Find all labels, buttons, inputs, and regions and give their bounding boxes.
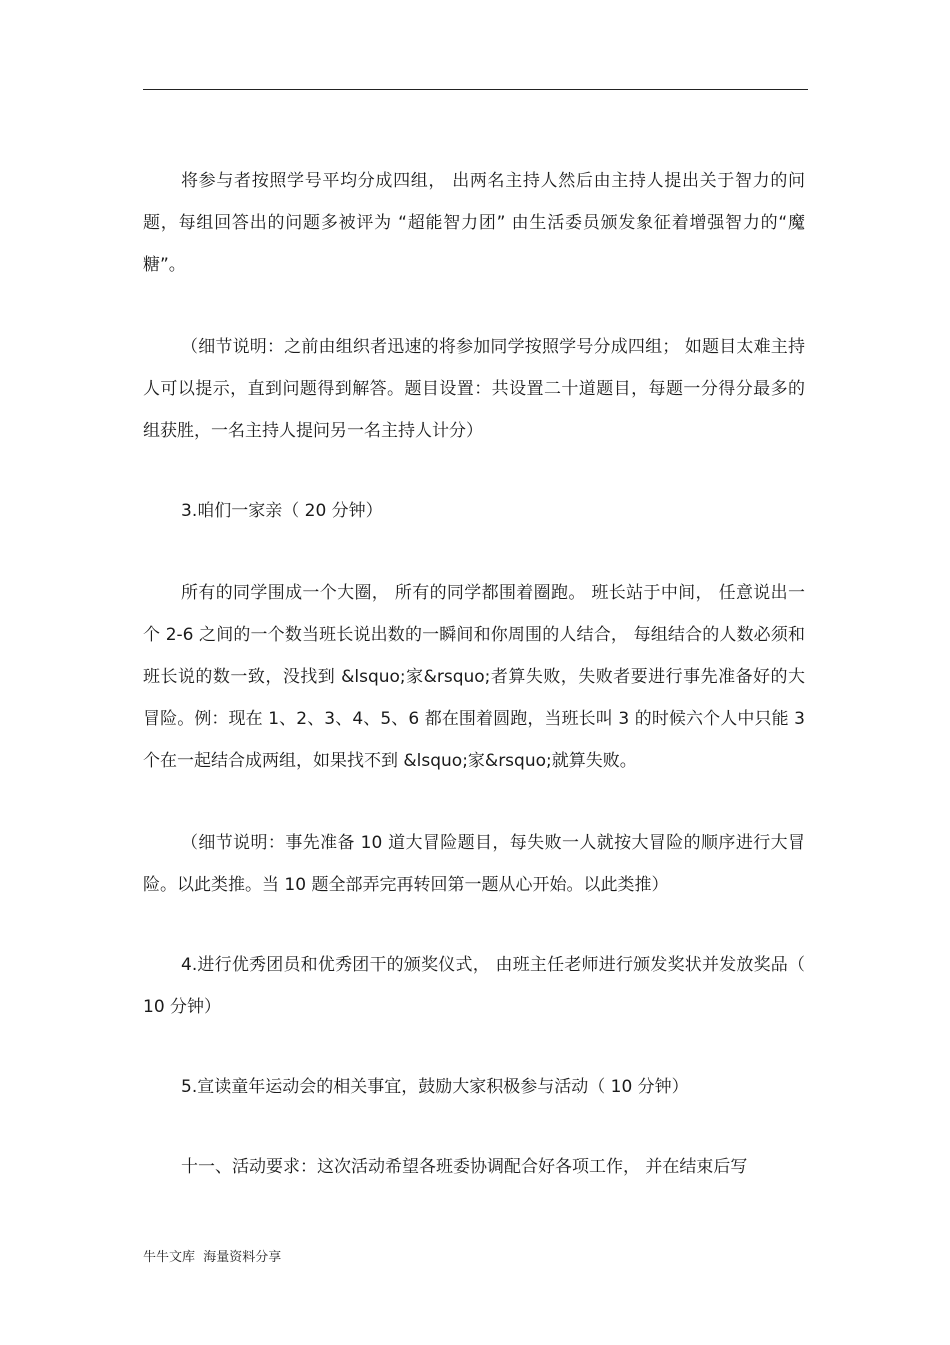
paragraph-quiz-note: （细节说明：之前由组织者迅速的将参加同学按照学号分成四组； 如题目太难主持人可以提示，直到问题得到解答。题目设置：共设置二十道题目，每题一分得分最多的组获胜，一名主持人提问另一名主持人计分） bbox=[143, 337, 805, 441]
paragraph-quiz-rules: 将参与者按照学号平均分成四组， 出两名主持人然后由主持人提出关于智力的问题，每组回答出的问题多被评为 “超能智力团” 由生活委员颁发象征着增强智力的“魔糖”。 bbox=[143, 171, 805, 275]
footer-watermark: 牛牛文库 海量资料分享 bbox=[143, 1250, 282, 1265]
section-heading-5: 5.宣读童年运动会的相关事宜，鼓励大家积极参与活动（ 10 分钟） bbox=[181, 1077, 689, 1097]
section-heading-3: 3.咱们一家亲（ 20 分钟） bbox=[181, 501, 383, 521]
document-body bbox=[143, 160, 805, 1188]
section-heading-11: 十一、活动要求：这次活动希望各班委协调配合好各项工作， 并在结束后写 bbox=[181, 1157, 748, 1177]
paragraph-family-game: 所有的同学围成一个大圈， 所有的同学都围着圈跑。 班长站于中间， 任意说出一个 2-6 之间的一个数当班长说出数的一瞬间和你周围的人结合， 每组结合的人数必须和班长说的数一致，没找到 &lsquo;家&rsquo;者算失败，失败者要进行事先准备好的大冒险。例：现在 1、2、3、4、5、6 都在围着圆跑，当班长叫 3 的时候六个人中只能 3 个在一起结合成两组，如果找不到 &lsquo;家&rsquo;就算失败。 bbox=[143, 583, 805, 771]
paragraph-adventure-note: （细节说明：事先准备 10 道大冒险题目，每失败一人就按大冒险的顺序进行大冒险。以此类推。当 10 题全部弄完再转回第一题从心开始。以此类推） bbox=[143, 833, 805, 895]
header-rule bbox=[143, 89, 808, 90]
section-heading-4: 4.进行优秀团员和优秀团干的颁奖仪式， 由班主任老师进行颁发奖状并发放奖品（ 10 分钟） bbox=[143, 955, 805, 1017]
